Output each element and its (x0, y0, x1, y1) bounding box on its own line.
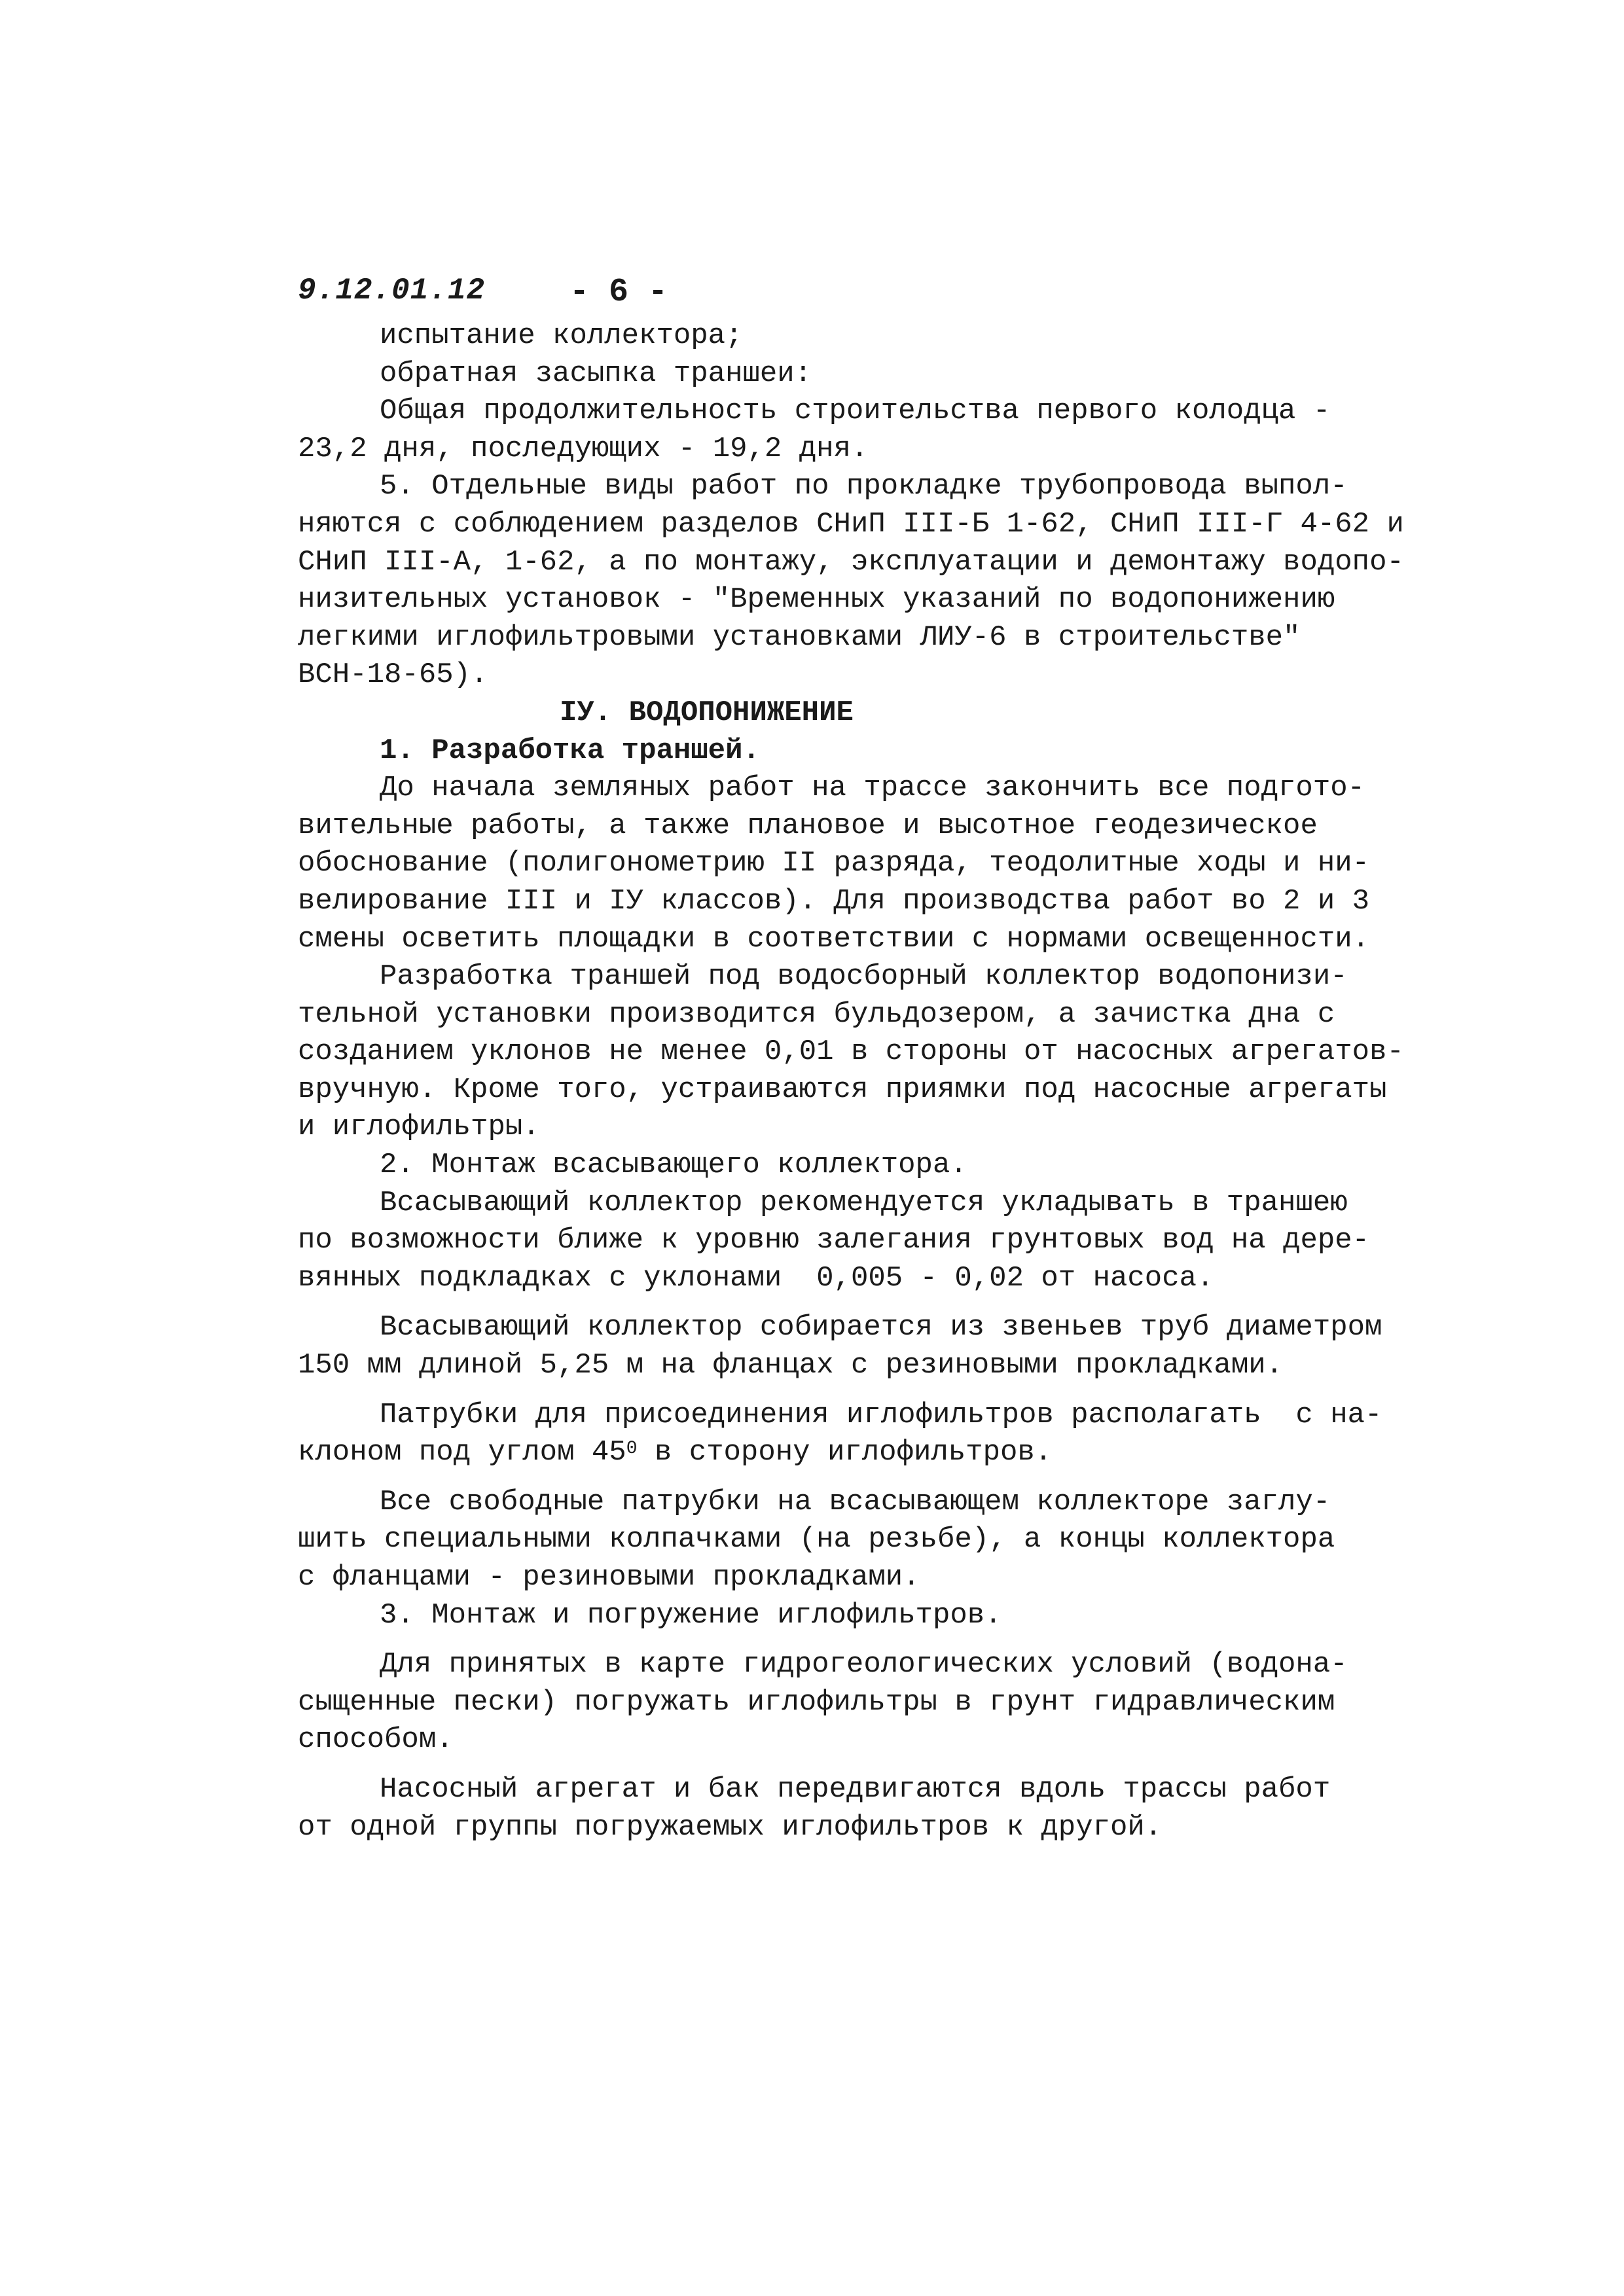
text-line: Всасывающий коллектор собирается из звеньев труб диаметром (380, 1311, 1382, 1344)
text-line: Для принятых в карте гидрогеологических условий (водона- (380, 1648, 1348, 1681)
text-line: с фланцами - резиновыми прокладками. (298, 1561, 920, 1594)
text-line: созданием уклонов не менее 0,01 в стороны от насосных агрегатов- (298, 1035, 1404, 1069)
text-line: 5. Отдельные виды работ по прокладке трубопровода выпол- (380, 470, 1348, 503)
text-line: обоснование (полигонометрию II разряда, теодолитные ходы и ни- (298, 847, 1370, 880)
text-line: Разработка траншей под водосборный коллектор водопонизи- (380, 960, 1348, 994)
text-line: клоном под углом $45^0$ в сторону иглофильтров. (298, 1436, 1053, 1469)
text-line: вручную. Кроме того, устраиваются приямки под насосные агрегаты (298, 1073, 1387, 1106)
text-line: 23,2 дня, последующих - 19,2 дня. (298, 432, 869, 465)
document-code: 9.12.01.12 (298, 274, 486, 308)
text-line: няются с соблюдением разделов СНиП III-Б 1-62, СНиП III-Г 4-62 и (298, 507, 1404, 541)
page-number: - 6 - (569, 274, 668, 311)
text-line: тельной установки производится бульдозером, а зачистка дна с (298, 997, 1335, 1031)
degree-superscript: 0 (626, 1439, 638, 1460)
text-line: легкими иглофильтровыми установками ЛИУ-6 в строительстве" (298, 620, 1301, 654)
text-line: вянных подкладках с уклонами 0,005 - 0,02 от насоса. (298, 1261, 1214, 1295)
subsection-heading: 3. Монтаж и погружение иглофильтров. (380, 1598, 1002, 1632)
text-line: вительные работы, а также плановое и высотное геодезическое (298, 809, 1318, 842)
text-line: от одной группы погружаемых иглофильтров к другой. (298, 1810, 1163, 1844)
text-line: шить специальными колпачками (на резьбе), а концы коллектора (298, 1523, 1335, 1556)
text-line: смены осветить площадки в соответствии с нормами освещенности. (298, 922, 1370, 956)
body-text (298, 317, 1404, 1846)
text-line: обратная засыпка траншеи: (380, 357, 812, 390)
text-line: испытание коллектора; (380, 319, 743, 352)
text-line: и иглофильтры. (298, 1111, 540, 1144)
text-line: способом. (298, 1723, 454, 1757)
subsection-heading: 2. Монтаж всасывающего коллектора. (380, 1149, 967, 1182)
text-line: Все свободные патрубки на всасывающем коллекторе заглу- (380, 1485, 1331, 1518)
text-line: Общая продолжительность строительства первого колодца - (380, 395, 1331, 428)
text-line: ВСН-18-65). (298, 658, 488, 692)
text-line: низительных установок - "Временных указаний по водопонижению (298, 583, 1335, 617)
text-line: велирование III и IУ классов). Для производства работ во 2 и 3 (298, 884, 1370, 918)
subsection-heading: 1. Разработка траншей. (380, 734, 760, 767)
text-line: по возможности ближе к уровню залегания грунтовых вод на дере- (298, 1224, 1370, 1257)
text-line: 150 мм длиной 5,25 м на фланцах с резиновыми прокладками. (298, 1349, 1284, 1382)
section-heading: IУ. ВОДОПОНИЖЕНИЕ (560, 696, 854, 729)
text-line: сыщенные пески) погружать иглофильтры в грунт гидравлическим (298, 1685, 1335, 1719)
page-header (298, 274, 1345, 319)
text-line: До начала земляных работ на трассе закончить все подгото- (380, 772, 1365, 805)
text-line: Насосный агрегат и бак передвигаются вдоль трассы работ (380, 1772, 1331, 1806)
text-line: Всасывающий коллектор рекомендуется укладывать в траншею (380, 1186, 1348, 1219)
text-line: СНиП III-А, 1-62, а по монтажу, эксплуатации и демонтажу водопо- (298, 545, 1404, 579)
text-line: Патрубки для присоединения иглофильтров располагать с на- (380, 1398, 1382, 1431)
